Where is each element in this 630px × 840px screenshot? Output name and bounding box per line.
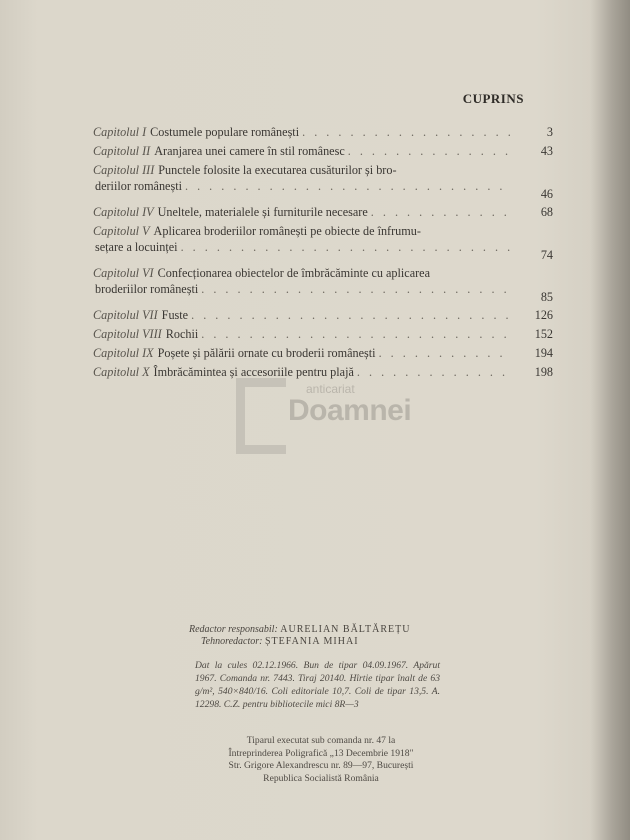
- toc-entry: [93, 204, 553, 220]
- chapter-title: Uneltele, materialele și furniturile necesare: [157, 205, 368, 219]
- toc-entry: [93, 307, 553, 323]
- tech-label: Tehnoredactor:: [201, 636, 263, 647]
- printer-line: Str. Grigore Alexandrescu nr. 89—97, București: [228, 760, 414, 771]
- chapter-title: deriilor românești: [95, 179, 182, 193]
- chapter-title: Poșete și pălării ornate cu broderii românești: [157, 346, 376, 360]
- page-number: 46: [540, 187, 553, 201]
- watermark-logo-icon: [236, 378, 286, 454]
- toc-line: [93, 345, 513, 361]
- page-number: 126: [534, 308, 553, 322]
- toc-entry: [93, 162, 553, 201]
- toc-line: [93, 265, 513, 281]
- chapter-label: Capitolul VII: [93, 308, 158, 322]
- toc-entry: [93, 326, 553, 342]
- watermark-line1: anticariat: [306, 382, 355, 396]
- chapter-label: Capitolul VI: [93, 266, 154, 280]
- toc-line: [93, 223, 513, 239]
- page-number: 43: [540, 144, 553, 158]
- chapter-title: Fuste: [161, 308, 189, 322]
- editor-name: AURELIAN BĂLTĂREȚU: [280, 624, 411, 635]
- leader-dots: [191, 307, 510, 323]
- chapter-label: Capitolul X: [93, 365, 150, 379]
- printer-line: Întreprinderea Poligrafică „13 Decembrie 1918": [228, 747, 414, 759]
- chapter-label: Capitolul VIII: [93, 327, 162, 341]
- watermark: [236, 378, 412, 458]
- chapter-title: Aplicarea broderiilor românești pe obiecte de înfrumu-: [153, 224, 421, 238]
- leader-dots: [371, 204, 510, 220]
- toc-entry: [93, 124, 553, 140]
- chapter-title: Punctele folosite la executarea cusăturilor și bro-: [158, 163, 397, 177]
- table-of-contents: [93, 124, 553, 383]
- page-number: 74: [540, 248, 553, 262]
- toc-line: [93, 281, 513, 297]
- chapter-title: broderiilor românești: [95, 282, 199, 296]
- chapter-title: Aranjarea unei camere în stil românesc: [154, 144, 345, 158]
- tech-name: ȘTEFANIA MIHAI: [264, 636, 359, 647]
- chapter-title: Confecționarea obiectelor de îmbrăcăminte cu aplicarea: [157, 266, 430, 280]
- page-number: 152: [534, 327, 553, 341]
- toc-line: [93, 307, 513, 323]
- chapter-label: Capitolul V: [93, 224, 150, 238]
- page-number: 68: [540, 205, 553, 219]
- printer-line: Tiparul executat sub comanda nr. 47 la: [246, 735, 396, 746]
- chapter-label: Capitolul IX: [93, 346, 154, 360]
- leader-dots: [379, 345, 510, 361]
- chapter-title: Rochii: [165, 327, 199, 341]
- leader-dots: [302, 124, 510, 140]
- leader-dots: [201, 281, 510, 297]
- toc-line: [93, 326, 513, 342]
- watermark-line2: Doamnei: [288, 394, 412, 427]
- toc-entry: [93, 223, 553, 262]
- page-number: 198: [534, 365, 553, 379]
- editor-label: Redactor responsabil:: [189, 624, 278, 635]
- chapter-title: sețare a locuinței: [95, 240, 178, 254]
- toc-line: [93, 143, 513, 159]
- editor-row: [189, 624, 410, 636]
- chapter-label: Capitolul II: [93, 144, 151, 158]
- page-number: 85: [540, 290, 553, 304]
- page-number: 194: [534, 346, 553, 360]
- page-number: 3: [546, 125, 553, 139]
- leader-dots: [201, 326, 510, 342]
- toc-entry: [93, 345, 553, 361]
- printer-line: Republica Socialistă România: [263, 772, 379, 784]
- tech-row: [189, 636, 410, 648]
- chapter-label: Capitolul III: [93, 163, 155, 177]
- toc-line: [93, 239, 513, 255]
- leader-dots: [348, 143, 510, 159]
- printer-info: [201, 735, 441, 785]
- leader-dots: [185, 178, 510, 194]
- chapter-title: Costumele populare românești: [150, 125, 300, 139]
- leader-dots: [181, 239, 510, 255]
- chapter-label: Capitolul I: [93, 125, 147, 139]
- credits: [189, 624, 410, 648]
- toc-line: [93, 204, 513, 220]
- toc-line: [93, 178, 513, 194]
- toc-entry: [93, 265, 553, 304]
- imprint-details: Dat la cules 02.12.1966. Bun de tipar 04.09.1967. Apărut 1967. Comanda nr. 7443. Tiraj 20140. Hîrtie tipar înalt de 63 g/m², 540×840/16. Coli editoriale 10,7. Coli de tipar 13,5. A. 12298. C.Z. pentru bibliotecile mici 8R—3: [195, 660, 440, 710]
- toc-entry: [93, 143, 553, 159]
- page-title: CUPRINS: [462, 91, 524, 106]
- toc-line: [93, 124, 513, 140]
- toc-line: [93, 162, 513, 178]
- chapter-label: Capitolul IV: [93, 205, 154, 219]
- chapter-title: Îmbrăcămintea și accesoriile pentru plajă: [153, 365, 354, 379]
- leader-dots: [357, 364, 510, 380]
- page-edge-shadow: [590, 0, 630, 840]
